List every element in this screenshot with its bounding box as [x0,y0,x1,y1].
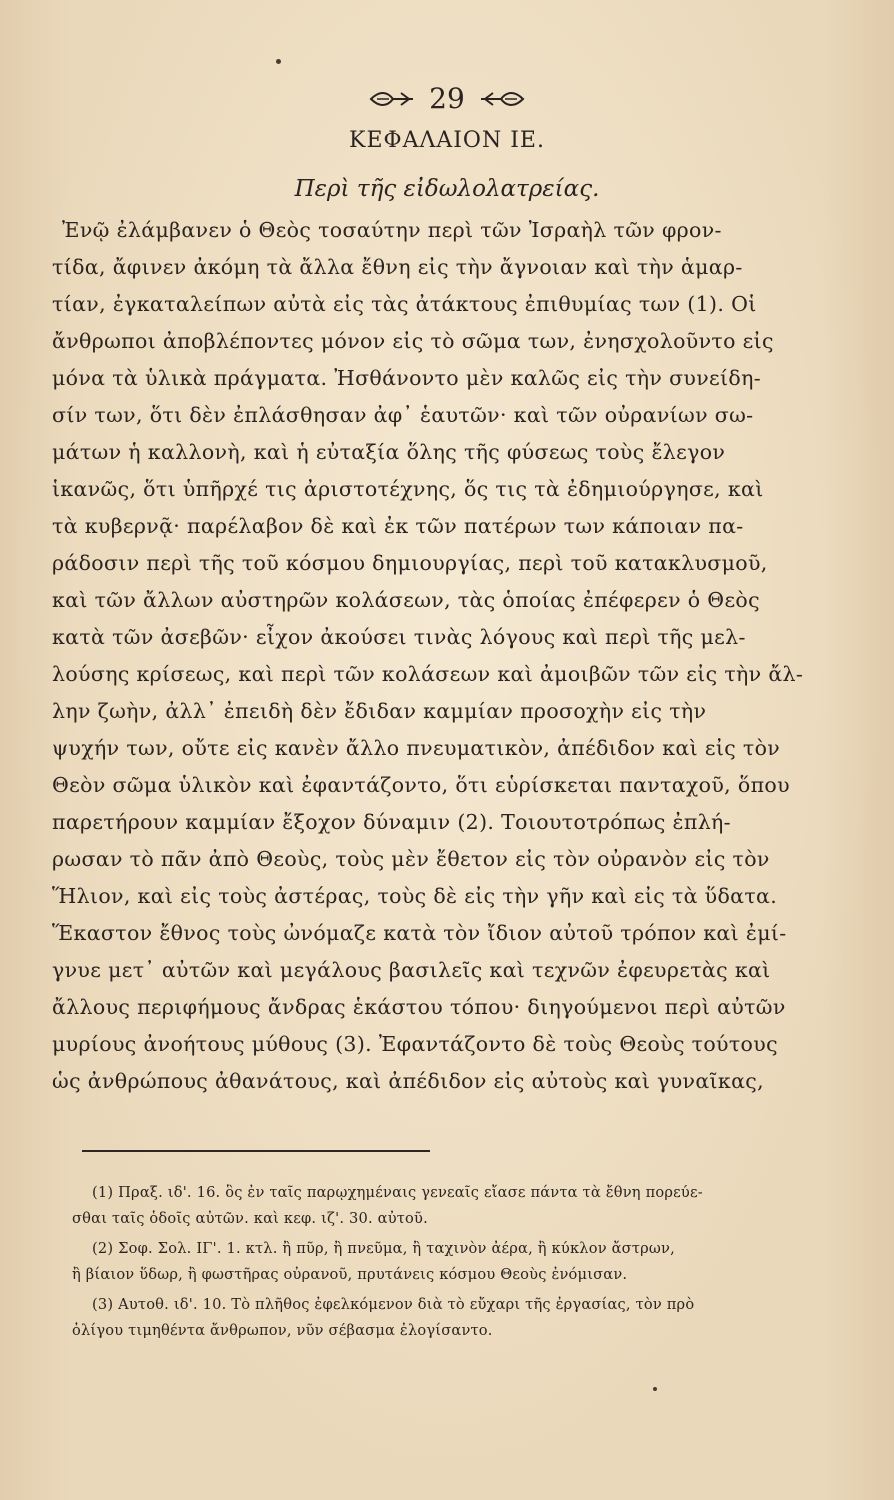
footnote-3-line: (3) Αυτοθ. ιδ'. 10. Τὸ πλῆθος ἐφελκόμενον διὰ τὸ εὔχαρι τῆς ἐργασίας, τὸν πρὸ [92,1296,695,1313]
body-line: μόνα τὰ ὑλικὰ πράγματα. Ἠσθάνοντο μὲν καλῶς εἰς τὴν συνείδη- [52,366,762,390]
left-fleuron-icon [369,89,415,109]
body-line: τίδα, ἄφινεν ἀκόμη τὰ ἄλλα ἔθνη εἰς τὴν ἄγνοιαν καὶ τὴν ἁμαρ- [52,255,743,279]
body-line: μυρίους ἀνοήτους μύθους (3). Ἐφαντάζοντο δὲ τοὺς Θεοὺς τούτους [52,1032,778,1056]
footnote-3-line: ὀλίγου τιμηθέντα ἄνθρωπον, νῦν σέβασμα ἐλογίσαντο. [72,1322,493,1339]
body-line: ψυχήν των, οὔτε εἰς κανὲν ἄλλο πνευματικὸν, ἀπέδιδον καὶ εἰς τὸν [52,736,781,760]
body-line: Ἐνῷ ἐλάμβανεν ὁ Θεὸς τοσαύτην περὶ τῶν Ἰσραὴλ τῶν φρον- [62,218,722,242]
body-line: γνυε μετ᾽ αὐτῶν καὶ μεγάλους βασιλεῖς καὶ τεχνῶν ἐφευρετὰς καὶ [52,958,771,982]
body-line: κατὰ τῶν ἀσεβῶν· εἶχον ἀκούσει τινὰς λόγους καὶ περὶ τῆς μελ- [52,625,746,649]
body-line: ὡς ἀνθρώπους ἀθανάτους, καὶ ἀπέδιδον εἰς αὐτοὺς καὶ γυναῖκας, [52,1069,764,1093]
chapter-title: ΚΕΦΑΛΑΙΟΝ ΙΕ. [349,128,545,153]
right-fleuron-icon [479,89,525,109]
body-line: Θεὸν σῶμα ὑλικὸν καὶ ἐφαντάζοντο, ὅτι εὑρίσκεται πανταχοῦ, ὅπου [52,773,790,797]
page-header [0,82,894,204]
body-line: λούσης κρίσεως, καὶ περὶ τῶν κολάσεων καὶ ἀμοιβῶν τῶν εἰς τὴν ἄλ- [52,662,804,686]
chapter-subtitle: Περὶ τῆς εἰδωλολατρείας. [294,176,600,202]
body-line: μάτων ἡ καλλονὴ, καὶ ἡ εὐταξία ὅλης τῆς φύσεως τοὺς ἔλεγον [52,440,726,464]
footnote-2-line: ἢ βίαιον ὕδωρ, ἢ φωστῆρας οὐρανοῦ, πρυτάνεις κόσμου Θεοὺς ἐνόμισαν. [72,1266,628,1283]
body-line: ἱκανῶς, ὅτι ὑπῆρχέ τις ἀριστοτέχνης, ὅς τις τὰ ἐδημιούργησε, καὶ [52,477,764,501]
body-line: σίν των, ὅτι δὲν ἐπλάσθησαν ἀφ᾽ ἑαυτῶν· καὶ τῶν οὐρανίων σω- [52,403,754,427]
body-text [52,212,804,1100]
body-line: ἄνθρωποι ἀποβλέποντες μόνον εἰς τὸ σῶμα των, ἐνησχολοῦντο εἰς [52,329,774,353]
body-line: Ἕκαστον ἔθνος τοὺς ὠνόμαζε κατὰ τὸν ἴδιον αὐτοῦ τρόπον καὶ ἐμί- [52,921,787,945]
body-line: ρωσαν τὸ πᾶν ἀπὸ Θεοὺς, τοὺς μὲν ἔθετον εἰς τὸν οὐρανὸν εἰς τὸν [52,847,770,871]
body-line: παρετήρουν καμμίαν ἔξοχον δύναμιν (2). Τοιουτοτρόπως ἐπλή- [52,810,731,834]
page-number-row [0,82,894,116]
body-line: Ἥλιον, καὶ εἰς τοὺς ἀστέρας, τοὺς δὲ εἰς τὴν γῆν καὶ εἰς τὰ ὕδατα. [52,884,778,908]
page-number: 29 [429,82,465,115]
body-line: τὰ κυβερνᾷ· παρέλαβον δὲ καὶ ἐκ τῶν πατέρων των κάποιαν πα- [52,514,744,538]
footnote-separator [82,1150,430,1152]
footnotes [72,1180,772,1344]
ink-speck [653,1387,657,1391]
body-line: καὶ τῶν ἄλλων αὐστηρῶν κολάσεων, τὰς ὁποίας ἐπέφερεν ὁ Θεὸς [52,588,760,612]
footnote-2-line: (2) Σοφ. Σολ. ΙΓ'. 1. κτλ. ἢ πῦρ, ἢ πνεῦμα, ἢ ταχινὸν ἀέρα, ἢ κύκλον ἄστρων, [92,1240,675,1257]
body-line: τίαν, ἐγκαταλείπων αὐτὰ εἰς τὰς ἀτάκτους ἐπιθυμίας των (1). Οἱ [52,292,757,316]
ink-speck [276,59,281,64]
body-line: λην ζωὴν, ἀλλ᾽ ἐπειδὴ δὲν ἔδιδαν καμμίαν προσοχὴν εἰς τὴν [52,699,707,723]
footnote-1-line: σθαι ταῖς ὁδοῖς αὐτῶν. καὶ κεφ. ιζ'. 30. αὐτοῦ. [72,1210,428,1227]
body-line: ἄλλους περιφήμους ἄνδρας ἑκάστου τόπου· διηγούμενοι περὶ αὐτῶν [52,995,786,1019]
body-line: ράδοσιν περὶ τῆς τοῦ κόσμου δημιουργίας, περὶ τοῦ κατακλυσμοῦ, [52,551,768,575]
footnote-1-line: (1) Πραξ. ιδ'. 16. ὃς ἐν ταῖς παρῳχημέναις γενεαῖς εἴασε πάντα τὰ ἔθνη πορεύε- [92,1184,703,1201]
